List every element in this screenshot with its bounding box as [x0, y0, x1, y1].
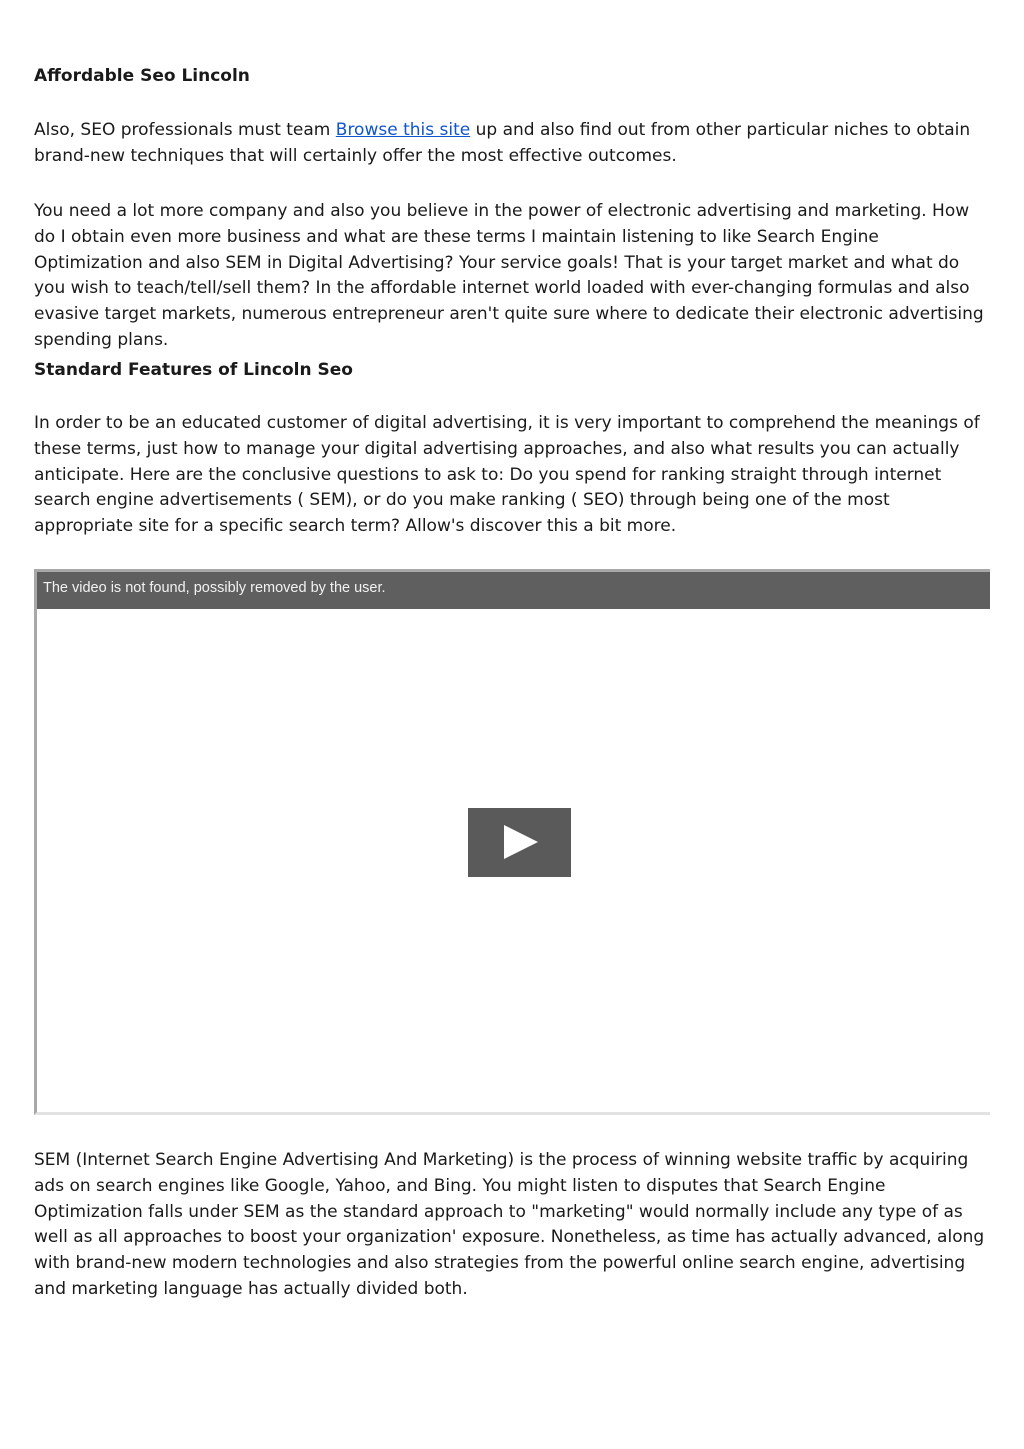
play-icon — [504, 825, 538, 859]
paragraph-sem-definition: SEM (Internet Search Engine Advertising And Marketing) is the process of winning website traffic by acquiring ads on search engines like Google, Yahoo, and Bing. You might listen to disputes that Search Engine Optimization falls under SEM as the standard approach to "marketing" would normally include any type of as well as all approaches to boost your organization' exposure. Nonetheless, as time has actually advanced, along with brand-new modern technologies and also strategies from the powerful online search engine, advertising and marketing language has actually divided both. — [34, 1150, 985, 1299]
browse-this-site-link[interactable]: Browse this site — [335, 120, 471, 140]
paragraph-educated-customer: In order to be an educated customer of digital advertising, it is very important to comprehend the meanings of these terms, just how to manage your digital advertising approaches, and also what results you can actually anticipate. Here are the conclusive questions to ask to: Do you spend for ranking straight through internet search engine advertisements ( SEM), or do you make ranking ( SEO) through being one of the most appropriate site for a specific search term? Allow's discover this a bit more. — [34, 413, 980, 537]
paragraph-seo-professionals — [34, 118, 992, 170]
heading-standard-features: Standard Features of Lincoln Seo — [34, 360, 353, 380]
heading-affordable-seo-lincoln: Affordable Seo Lincoln — [34, 66, 250, 86]
video-message-bar — [37, 572, 990, 609]
play-button[interactable] — [468, 808, 571, 877]
paragraph-digital-advertising: You need a lot more company and also you believe in the power of electronic advertising and marketing. How do I obtain even more business and what are these terms I maintain listening to like Search Engine Optimization and also SEM in Digital Advertising? Your service goals! That is your target market and what do you wish to teach/tell/sell them? In the affordable internet world loaded with ever-changing formulas and also evasive target markets, numerous entrepreneur aren't quite sure where to dedicate their electronic advertising spending plans. — [34, 201, 984, 350]
paragraph-text-before-link: Also, SEO professionals must team — [34, 120, 336, 140]
video-not-found-message: The video is not found, possibly removed by the user. — [43, 580, 386, 596]
video-embed[interactable] — [34, 569, 990, 1115]
paragraph-text-after-link: up and also find out from other particular niches to obtain brand-new techniques that will certainly offer the most effective outcomes. — [34, 120, 971, 166]
